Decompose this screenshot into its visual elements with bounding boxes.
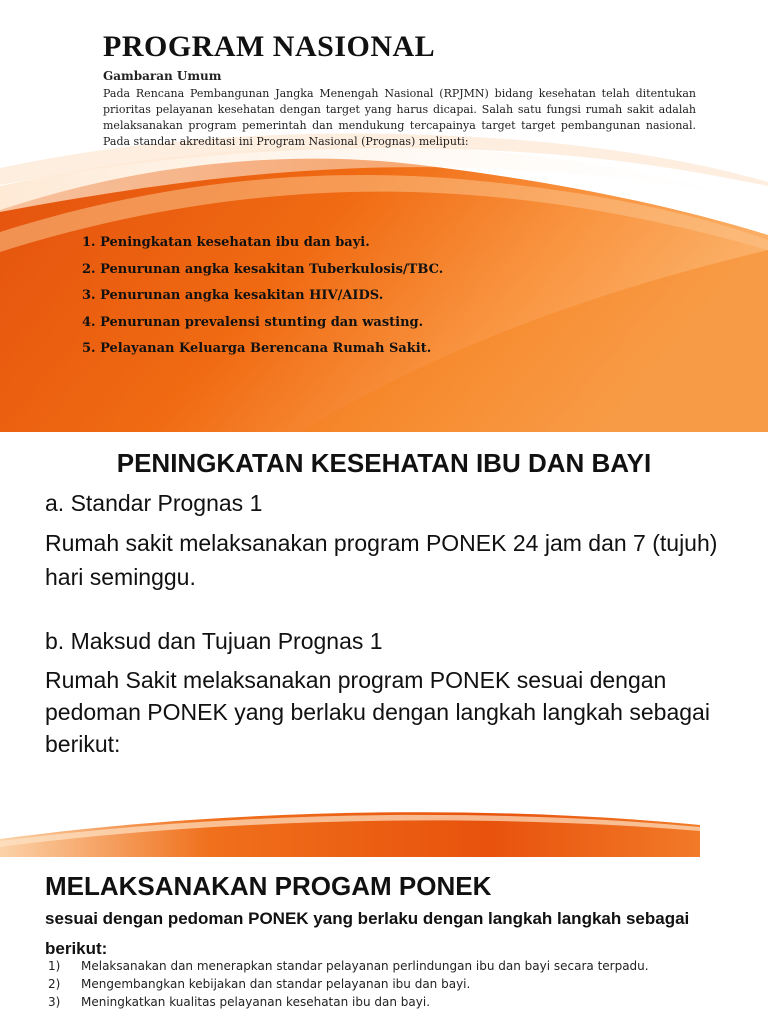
slide-program-nasional xyxy=(0,0,768,432)
list-item: 3. Penurunan angka kesakitan HIV/AIDS. xyxy=(82,288,384,303)
list-item: 2. Penurunan angka kesakitan Tuberkulosis/TBC. xyxy=(82,261,444,277)
page-title: PROGRAM NASIONAL xyxy=(103,30,436,63)
list-item: 2) Mengembangkan kebijakan dan standar pelayanan ibu dan bayi. xyxy=(48,977,471,991)
section-a-text: Rumah sakit melaksanakan program PONEK 24 jam dan 7 (tujuh) hari seminggu. xyxy=(45,530,718,590)
section-a-label: a. Standar Prognas 1 xyxy=(45,490,263,516)
section-b-text: Rumah Sakit melaksanakan program PONEK sesuai dengan pedoman PONEK yang berlaku dengan langkah langkah sebagai berikut: xyxy=(45,667,710,757)
intro-paragraph: Pada Rencana Pembangunan Jangka Menengah Nasional (RPJMN) bidang kesehatan telah ditentukan prioritas pelayanan kesehatan dengan target yang harus dicapai. Salah satu fungsi rumah sakit adalah melaksanakan program pemerintah dan mendukung tercapainya target target pembangunan nasional. Pada standar akreditasi ini Program Nasional (Prognas) meliputi: xyxy=(103,87,696,148)
orange-swoosh-divider xyxy=(0,797,768,857)
slide-subheading: sesuai dengan pedoman PONEK yang berlaku dengan langkah langkah sebagai berikut: xyxy=(45,909,690,958)
steps-list xyxy=(48,958,701,1012)
section-subtitle: Gambaran Umum xyxy=(103,69,222,83)
program-list xyxy=(82,230,443,363)
slide-heading: MELAKSANAKAN PROGAM PONEK xyxy=(45,871,492,901)
slide-peningkatan-kesehatan xyxy=(0,432,768,857)
list-item: 1. Peningkatan kesehatan ibu dan bayi. xyxy=(82,235,370,250)
list-item: 5. Pelayanan Keluarga Berencana Rumah Sakit. xyxy=(82,341,432,356)
list-item: 3) Meningkatkan kualitas pelayanan kesehatan ibu dan bayi. xyxy=(48,995,431,1009)
section-b-label: b. Maksud dan Tujuan Prognas 1 xyxy=(45,628,383,654)
list-item: 4. Penurunan prevalensi stunting dan wasting. xyxy=(82,314,424,330)
slide-melaksanakan-ponek xyxy=(0,857,768,1024)
orange-swoosh-background xyxy=(0,0,768,432)
slide-heading: PENINGKATAN KESEHATAN IBU DAN BAYI xyxy=(116,448,652,478)
list-item: 1) Melaksanakan dan menerapkan standar pelayanan perlindungan ibu dan bayi secara terpadu. xyxy=(48,959,649,973)
